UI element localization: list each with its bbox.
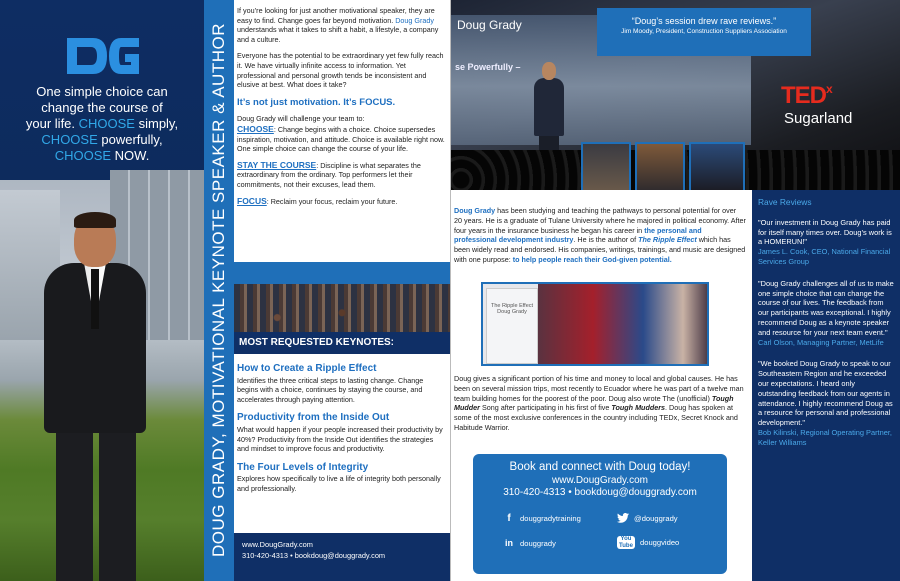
tagline-text: NOW. (111, 148, 150, 163)
review-author: Bob Kilinski, Regional Operating Partner, Keller Williams (758, 427, 892, 447)
youtube-icon (617, 536, 635, 549)
cover-photo (0, 0, 204, 581)
bio-part: which has been widely read and endorsed. His companies, writings, trainings, and music are designed with one purpose: (454, 235, 746, 264)
twitter-icon (617, 512, 629, 524)
dg-logo (63, 32, 143, 80)
tagline-text: powerfully, (97, 132, 163, 147)
bio-book-title: The Ripple Effect (638, 235, 697, 245)
portrait-tie (91, 269, 99, 329)
reviews-title: Rave Reviews (758, 197, 812, 207)
focus-text: : Reclaim your focus, reclaim your future. (266, 196, 398, 206)
linkedin-icon: in (505, 538, 513, 548)
keynote-list (237, 364, 445, 503)
giving-part: Song after participating in his first of five (479, 403, 612, 413)
twitter-handle: @douggrady (634, 513, 678, 523)
bio-text (454, 206, 746, 265)
choose-item (237, 125, 445, 154)
linkedin-handle: douggrady (520, 538, 556, 548)
quote-author: Jim Moody, President, Construction Suppliers Association (621, 28, 787, 35)
review-author: James L. Cook, CEO, National Financial Services Group (758, 247, 891, 266)
stage-screen-logo: Doug Grady (457, 18, 522, 32)
review-author: Carl Olson, Managing Partner, MetLife (758, 337, 884, 347)
challenge-intro: Doug Grady will challenge your team to: (237, 114, 365, 124)
tagline-text: simply, (134, 116, 179, 131)
keynotes-header: MOST REQUESTED KEYNOTES: (234, 332, 450, 354)
right-panel (451, 0, 900, 581)
thumbnail-photo (581, 142, 631, 190)
tagline-line-1: One simple choice can (36, 84, 168, 99)
keynote-item (237, 364, 445, 404)
bio-highlight: to help people reach their God-given potential. (512, 254, 672, 264)
facebook-link[interactable] (503, 512, 581, 524)
left-footer (234, 533, 450, 581)
photo-thumbnails (581, 142, 745, 190)
portrait-hair (74, 212, 116, 228)
speaker-head (542, 62, 556, 80)
tagline-line-4 (6, 132, 198, 148)
tagline-line-5 (6, 148, 198, 164)
review-item (758, 218, 894, 267)
book-and-group-photo (481, 282, 709, 366)
footer-contact[interactable]: 310-420-4313 • bookdoug@douggrady.com (242, 551, 386, 560)
intro-text: If you’re looking for just another motivational speaker, they are easy to find. Change goes far beyond motivation. (237, 6, 435, 25)
intro-paragraph-1 (237, 6, 445, 44)
tedx-logo (781, 82, 832, 110)
review-text: "Our investment in Doug Grady has paid for itself many times over. Doug’s work is a HOMERUN!" (758, 217, 892, 247)
youtube-icon-tube: Tube (619, 542, 633, 549)
choose-label: CHOOSE (237, 123, 274, 134)
thumbnail-photo (689, 142, 745, 190)
booking-box (473, 454, 727, 574)
bio-part: . He is the author of (573, 235, 639, 245)
review-text: "Doug Grady challenges all of us to make one simple choice that can change the course of our lives. The feedback from our participants was exceptional. I highly recommend Doug as a keynote speaker and resource for your next team event." (758, 278, 894, 337)
keynote-item (237, 463, 445, 494)
testimonial-quote-box (597, 8, 811, 56)
tedx-city: Sugarland (784, 110, 853, 127)
keynote-desc: Identifies the three critical steps to lasting change. Change begins with a choice, continues by staying the course, and accelerates through paying attention. (237, 375, 424, 404)
tedx-logo-text: TED (781, 82, 826, 109)
focus-label: FOCUS (237, 195, 267, 206)
tagline-highlight: CHOOSE (78, 116, 135, 131)
youtube-icon-you: You (620, 535, 632, 542)
facebook-handle: douggradytraining (520, 513, 581, 523)
book-cover: The Ripple Effect Doug Grady (486, 288, 538, 364)
tagline (6, 84, 198, 164)
giving-text (454, 374, 746, 433)
intro-text: understands what it takes to shift a habit, a lifestyle, a company and a culture. (237, 25, 439, 44)
giving-emphasis: Tough Mudders (611, 403, 666, 413)
keynote-title: The Four Levels of Integrity (237, 461, 369, 473)
review-item (758, 279, 894, 348)
tagline-line-2: change the course of (41, 100, 163, 115)
linkedin-link[interactable] (503, 537, 556, 549)
review-text: "We booked Doug Grady to speak to our Southeastern Region and he exceeded our expectations. I heard only outstanding feedback from our agents in attendance. I highly recommend Doug as a resource for personal and professional development." (758, 359, 893, 428)
tedx-logo-x: x (826, 82, 832, 96)
stage-screen-banner: se Powerfully – (455, 62, 521, 72)
tagline-line-3 (6, 116, 198, 132)
blue-divider-bar (234, 262, 450, 284)
tagline-highlight: CHOOSE (41, 132, 98, 147)
keynote-desc: Explores how specifically to live a life of integrity both personally and professionally. (237, 474, 441, 493)
audience-photo (234, 284, 450, 332)
focus-item (237, 197, 445, 207)
giving-part: . Doug has spoken at some of the most exclusive conferences in the country including TEDx, Secret Knock and Habitude Warrior. (454, 403, 738, 432)
portrait-legs (56, 425, 136, 581)
youtube-handle: douggvideo (640, 538, 680, 547)
booking-title: Book and connect with Doug today! (509, 461, 691, 473)
keynote-title: Productivity from the Inside Out (237, 412, 390, 424)
bio-part: has been studying and teaching the pathways to personal potential for over 20 years. He is a graduate of Tulane University where he majored in political economy. After four years in the insurance business he began his career in (454, 206, 746, 235)
bio-name: Doug Grady (454, 206, 496, 215)
stay-text: : Discipline is what separates the extraordinary from the ordinary. Top performers let their commitments, not their excuses, lead them. (237, 160, 421, 189)
intro-name: Doug Grady (395, 15, 434, 25)
bio-highlight: the personal and professional development industry (454, 225, 702, 245)
quote-text: “Doug’s session drew rave reviews.” (631, 16, 777, 26)
choose-text: : Change begins with a choice. Choice supersedes inspiration, motivation, and attitude. Choice is available right now. One simple choice can change the course of your life. (237, 124, 445, 154)
intro-paragraph-2: Everyone has the potential to be extraordinary yet few fully reach it. We have virtually infinite access to information. Yet professional and personal growth tends be inconsistent and elusive at best. What does it take? (237, 51, 444, 90)
intro-column (237, 6, 445, 213)
stay-item (237, 161, 445, 190)
review-item (758, 359, 894, 447)
keynote-desc: What would happen if your people increased their productivity by 40%? Productivity from the Inside Out identifies the strategies and mindset to improve focus and productivity. (237, 424, 443, 454)
footer-website-link[interactable]: www.DougGrady.com (242, 540, 313, 549)
booking-website-link[interactable]: www.DougGrady.com (552, 475, 648, 486)
keynote-item (237, 413, 445, 453)
vertical-title: DOUG GRADY, MOTIVATIONAL KEYNOTE SPEAKER & AUTHOR (209, 23, 228, 557)
booking-contact[interactable]: 310-420-4313 • bookdoug@douggrady.com (503, 487, 697, 498)
speaker-portrait (40, 215, 150, 581)
reviews-sidebar (752, 190, 900, 581)
speaker-body (534, 78, 564, 136)
twitter-link[interactable] (617, 512, 678, 524)
tagline-text: your life. (25, 116, 79, 131)
keynote-title: How to Create a Ripple Effect (237, 363, 377, 374)
tagline-highlight: CHOOSE (54, 148, 112, 163)
youtube-link[interactable] (617, 536, 679, 549)
focus-heading: It’s not just motivation. It’s FOCUS. (237, 96, 396, 108)
thumbnail-photo (635, 142, 685, 190)
giving-part: Doug gives a significant portion of his time and money to local and global causes. He has been on several mission trips, most recently to Ecuador where he was part of a twelve man team building homes for the poorest of the poor. Doug also wrote The (unofficial) (454, 374, 744, 403)
facebook-icon: f (507, 512, 511, 524)
stay-label: STAY THE COURSE (237, 159, 317, 170)
giving-emphasis: Tough Mudder (454, 393, 734, 413)
